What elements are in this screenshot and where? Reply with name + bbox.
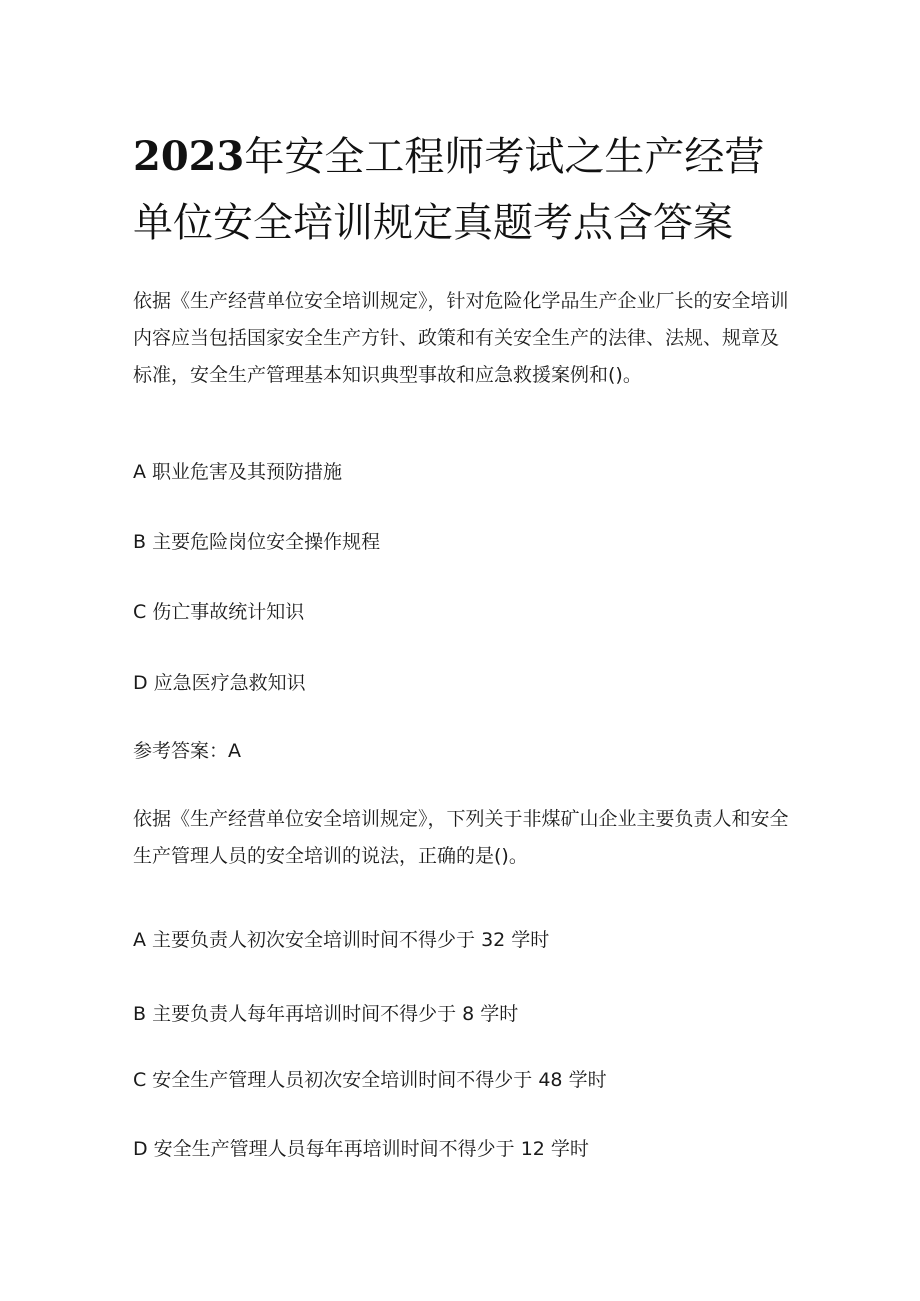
title-text: 年安全工程师考试之生产经营单位安全培训规定真题考点含答案 xyxy=(133,134,765,246)
question-2-stem: 依据《生产经营单位安全培训规定》，下列关于非煤矿山企业主要负责人和安全生产管理人员的安全培训的说法，正确的是()。 xyxy=(133,808,789,867)
question-1-option-a: A 职业危害及其预防措施 xyxy=(133,461,343,483)
question-1-option-c: C 伤亡事故统计知识 xyxy=(133,601,305,623)
document-title xyxy=(133,124,793,256)
question-2-option-a: A 主要负责人初次安全培训时间不得少于 32 学时 xyxy=(133,929,550,951)
title-year: 2023 xyxy=(133,133,245,180)
question-2-option-c: C 安全生产管理人员初次安全培训时间不得少于 48 学时 xyxy=(133,1069,607,1091)
question-1-answer: 参考答案：A xyxy=(133,740,241,762)
question-1-stem: 依据《生产经营单位安全培训规定》，针对危险化学品生产企业厂长的安全培训内容应当包括国家安全生产方针、政策和有关安全生产的法律、法规、规章及标准，安全生产管理基本知识典型事故和应急救援案例和()。 xyxy=(133,290,789,386)
question-1-option-b: B 主要危险岗位安全操作规程 xyxy=(133,531,381,553)
question-2-option-b: B 主要负责人每年再培训时间不得少于 8 学时 xyxy=(133,1003,519,1025)
question-2-option-d: D 安全生产管理人员每年再培训时间不得少于 12 学时 xyxy=(133,1138,589,1160)
question-1-option-d: D 应急医疗急救知识 xyxy=(133,672,306,694)
